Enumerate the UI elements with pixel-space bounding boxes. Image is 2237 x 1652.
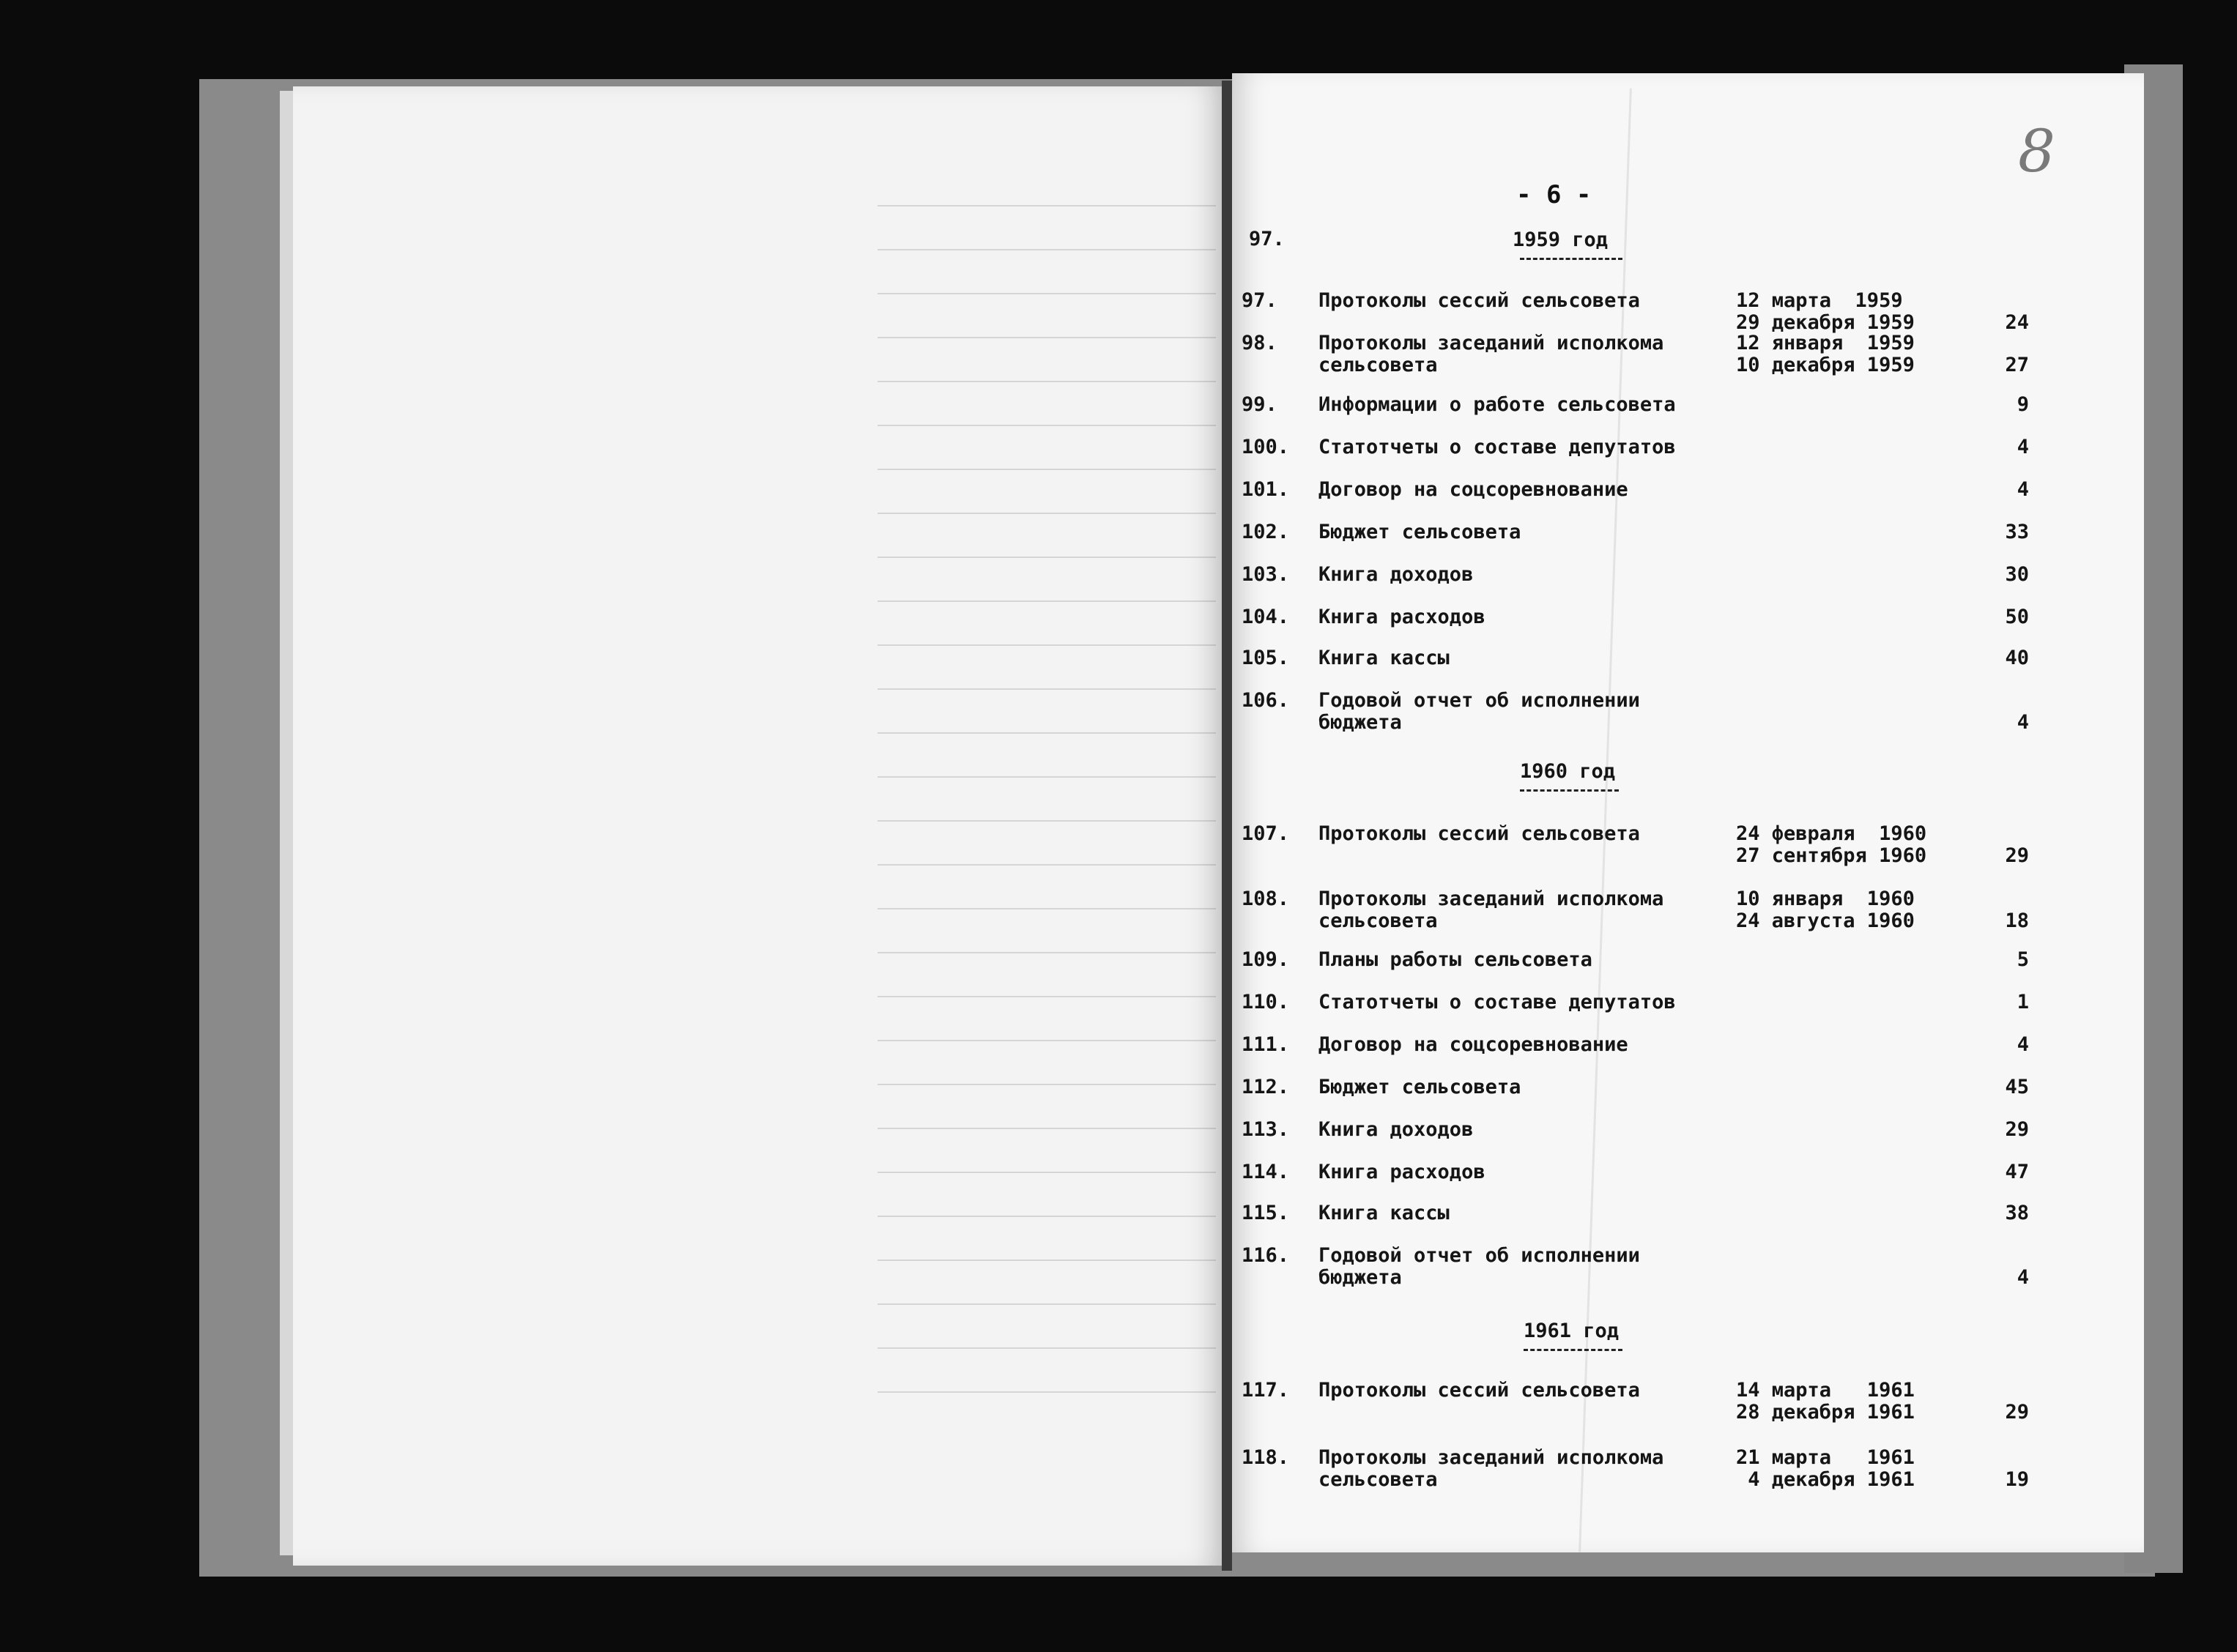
- item-number: 115.: [1242, 1202, 1290, 1224]
- item-title: Статотчеты о составе депутатов: [1318, 991, 1676, 1013]
- item-title: Информации о работе сельсовета: [1318, 393, 1676, 416]
- item-number: 110.: [1242, 991, 1290, 1013]
- item-sheet-count: 27: [2005, 354, 2029, 376]
- item-sheet-count: 4: [2017, 1266, 2029, 1289]
- item-title: Годовой отчет об исполнении бюджета: [1318, 689, 1640, 734]
- item-dates: 12 марта 1959 29 декабря 1959: [1736, 289, 1915, 334]
- item-dates: 21 марта 1961 4 декабря 1961: [1736, 1446, 1915, 1491]
- item-sheet-count: 4: [2017, 478, 2029, 501]
- item-sheet-count: 18: [2005, 909, 2029, 932]
- item-title: Протоколы заседаний исполкома сельсовета: [1318, 1446, 1664, 1491]
- item-sheet-count: 45: [2005, 1076, 2029, 1098]
- item-dates: 10 января 1960 24 августа 1960: [1736, 888, 1915, 932]
- item-dates: 12 января 1959 10 декабря 1959: [1736, 332, 1915, 376]
- item-title: Бюджет сельсовета: [1318, 1076, 1521, 1098]
- item-sheet-count: 9: [2017, 393, 2029, 416]
- left-page-edge: [280, 91, 293, 1555]
- item-sheet-count: 29: [2005, 844, 2029, 867]
- item-number: 109.: [1242, 948, 1290, 971]
- stray-number: 97.: [1249, 228, 1285, 250]
- item-sheet-count: 29: [2005, 1118, 2029, 1141]
- item-sheet-count: 4: [2017, 1033, 2029, 1056]
- item-sheet-count: 30: [2005, 563, 2029, 586]
- year-underline: [1524, 1349, 1622, 1354]
- item-title: Книга расходов: [1318, 1161, 1485, 1183]
- item-number: 99.: [1242, 393, 1277, 416]
- item-title: Протоколы заседаний исполкома сельсовета: [1318, 888, 1664, 932]
- item-number: 104.: [1242, 606, 1290, 628]
- item-sheet-count: 50: [2005, 606, 2029, 628]
- item-sheet-count: 24: [2005, 311, 2029, 334]
- item-number: 101.: [1242, 478, 1290, 501]
- item-number: 100.: [1242, 436, 1290, 458]
- item-number: 103.: [1242, 563, 1290, 586]
- item-title: Книга расходов: [1318, 606, 1485, 628]
- item-dates: 24 февраля 1960 27 сентября 1960: [1736, 822, 1927, 867]
- item-sheet-count: 33: [2005, 521, 2029, 543]
- item-title: Протоколы сессий сельсовета: [1318, 1379, 1640, 1402]
- book-spine: [1222, 81, 1232, 1571]
- item-sheet-count: 40: [2005, 647, 2029, 669]
- item-number: 105.: [1242, 647, 1290, 669]
- item-title: Договор на соцсоревнование: [1318, 478, 1628, 501]
- handwritten-page-number: 8: [2018, 117, 2055, 185]
- item-number: 107.: [1242, 822, 1290, 845]
- item-number: 111.: [1242, 1033, 1290, 1056]
- item-number: 113.: [1242, 1118, 1290, 1141]
- section-year-heading: 1959 год: [1513, 228, 1609, 251]
- item-sheet-count: 5: [2017, 948, 2029, 971]
- item-title: Книга кассы: [1318, 1202, 1450, 1224]
- item-dates: 14 марта 1961 28 декабря 1961: [1736, 1379, 1915, 1424]
- item-title: Планы работы сельсовета: [1318, 948, 1592, 971]
- item-number: 98.: [1242, 332, 1277, 354]
- item-number: 108.: [1242, 888, 1290, 910]
- page-title: - 6 -: [1516, 180, 1592, 209]
- year-underline: [1520, 789, 1619, 795]
- item-title: Бюджет сельсовета: [1318, 521, 1521, 543]
- item-title: Статотчеты о составе депутатов: [1318, 436, 1676, 458]
- item-sheet-count: 38: [2005, 1202, 2029, 1224]
- section-year-heading: 1960 год: [1520, 760, 1616, 783]
- item-title: Протоколы сессий сельсовета: [1318, 289, 1640, 312]
- item-sheet-count: 4: [2017, 711, 2029, 734]
- item-sheet-count: 47: [2005, 1161, 2029, 1183]
- item-number: 106.: [1242, 689, 1290, 712]
- item-number: 118.: [1242, 1446, 1290, 1469]
- item-number: 112.: [1242, 1076, 1290, 1098]
- item-title: Договор на соцсоревнование: [1318, 1033, 1628, 1056]
- item-sheet-count: 1: [2017, 991, 2029, 1013]
- item-number: 114.: [1242, 1161, 1290, 1183]
- item-number: 117.: [1242, 1379, 1290, 1402]
- item-title: Книга доходов: [1318, 1118, 1474, 1141]
- item-title: Книга доходов: [1318, 563, 1474, 586]
- item-sheet-count: 19: [2005, 1468, 2029, 1491]
- year-underline: [1520, 258, 1622, 263]
- item-number: 102.: [1242, 521, 1290, 543]
- item-number: 116.: [1242, 1244, 1290, 1267]
- bleed-through-text: [732, 205, 1216, 1487]
- item-title: Протоколы сессий сельсовета: [1318, 822, 1640, 845]
- item-title: Книга кассы: [1318, 647, 1450, 669]
- item-sheet-count: 29: [2005, 1401, 2029, 1424]
- item-title: Протоколы заседаний исполкома сельсовета: [1318, 332, 1664, 376]
- section-year-heading: 1961 год: [1524, 1320, 1620, 1342]
- item-sheet-count: 4: [2017, 436, 2029, 458]
- item-title: Годовой отчет об исполнении бюджета: [1318, 1244, 1640, 1289]
- item-number: 97.: [1242, 289, 1277, 312]
